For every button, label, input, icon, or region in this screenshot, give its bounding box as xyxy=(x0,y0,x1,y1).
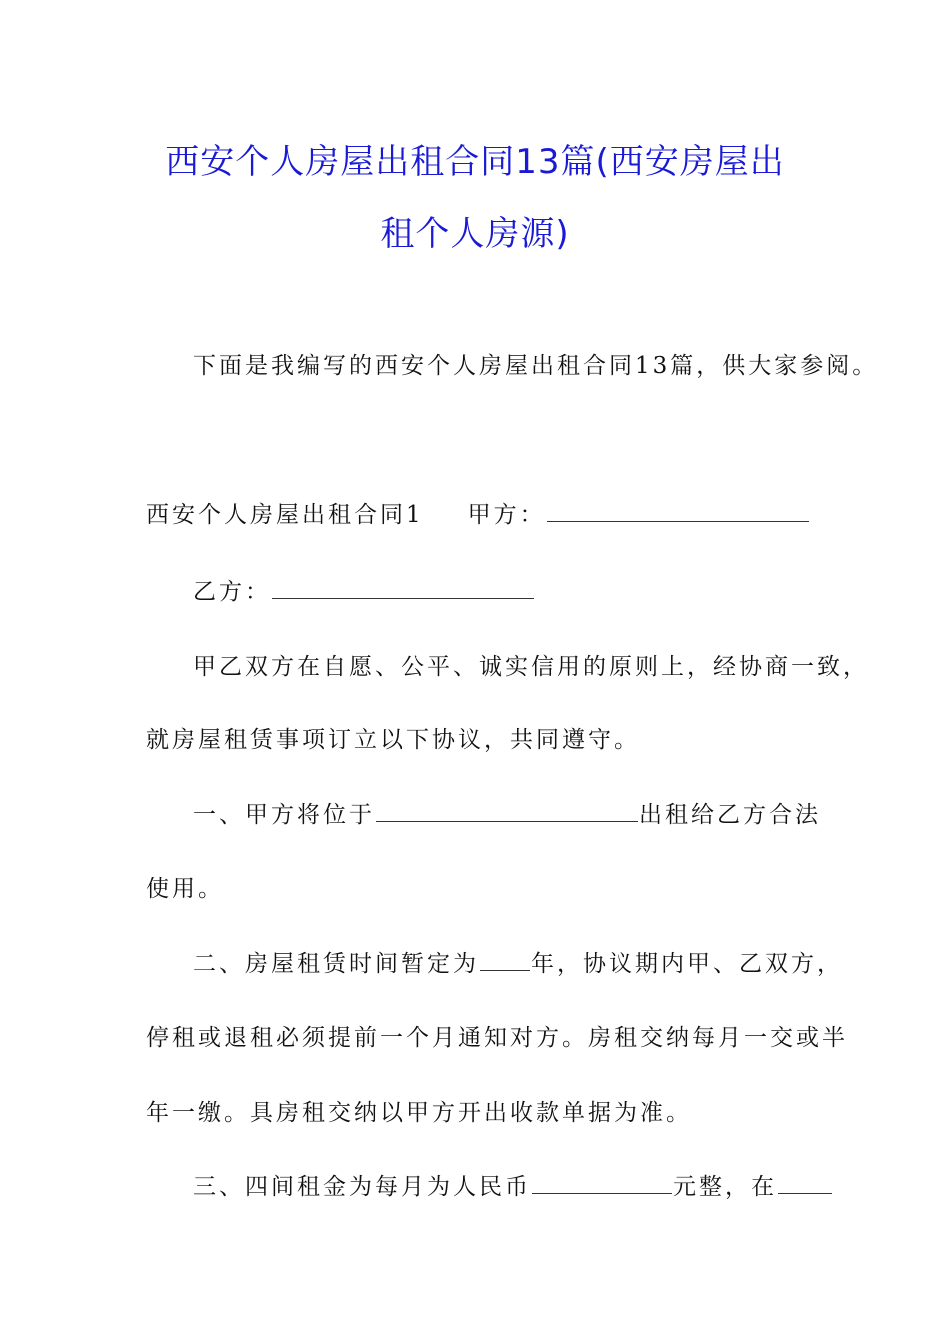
party-b-line xyxy=(193,573,535,606)
clause-1-line-1 xyxy=(193,796,821,829)
clause-2-line-2: 停租或退租必须提前一个月通知对方。房租交纳每月一交或半 xyxy=(146,1025,848,1051)
clause-3-text-a: 三、四间租金为每月为人民币 xyxy=(193,1174,531,1200)
principle-paragraph-line-1: 甲乙双方在自愿、公平、诚实信用的原则上，经协商一致， xyxy=(193,654,869,680)
intro-paragraph: 下面是我编写的西安个人房屋出租合同13篇，供大家参阅。 xyxy=(193,353,879,379)
contract-heading-line xyxy=(146,496,810,529)
clause-1-text-b: 出租给乙方合法 xyxy=(639,802,821,828)
clause-1-line-2: 使用。 xyxy=(146,876,224,902)
party-b-label: 乙方： xyxy=(193,579,271,605)
contract-heading: 西安个人房屋出租合同1 xyxy=(146,502,424,528)
party-a-label: 甲方： xyxy=(467,502,546,528)
party-b-blank xyxy=(272,576,534,599)
clause-3-amount-blank xyxy=(532,1171,672,1194)
document-title-line-1: 西安个人房屋出租合同13篇(西安房屋出 xyxy=(165,142,785,182)
clause-2-line-3: 年一缴。具房租交纳以甲方开出收款单据为准。 xyxy=(146,1100,692,1126)
party-a-blank xyxy=(547,499,809,522)
clause-1-address-blank xyxy=(376,799,638,822)
clause-2-text-b: 年，协议期内甲、乙双方， xyxy=(531,951,843,977)
document-title-line-2: 租个人房源) xyxy=(380,214,570,254)
clause-1-text-a: 一、甲方将位于 xyxy=(193,802,375,828)
clause-2-years-blank xyxy=(480,948,530,971)
clause-3-date-blank xyxy=(778,1171,832,1194)
principle-paragraph-line-2: 就房屋租赁事项订立以下协议，共同遵守。 xyxy=(146,727,640,753)
clause-3-text-b: 元整，在 xyxy=(673,1174,777,1200)
clause-2-line-1 xyxy=(193,945,843,978)
clause-3-line-1 xyxy=(193,1168,833,1201)
clause-2-text-a: 二、房屋租赁时间暂定为 xyxy=(193,951,479,977)
